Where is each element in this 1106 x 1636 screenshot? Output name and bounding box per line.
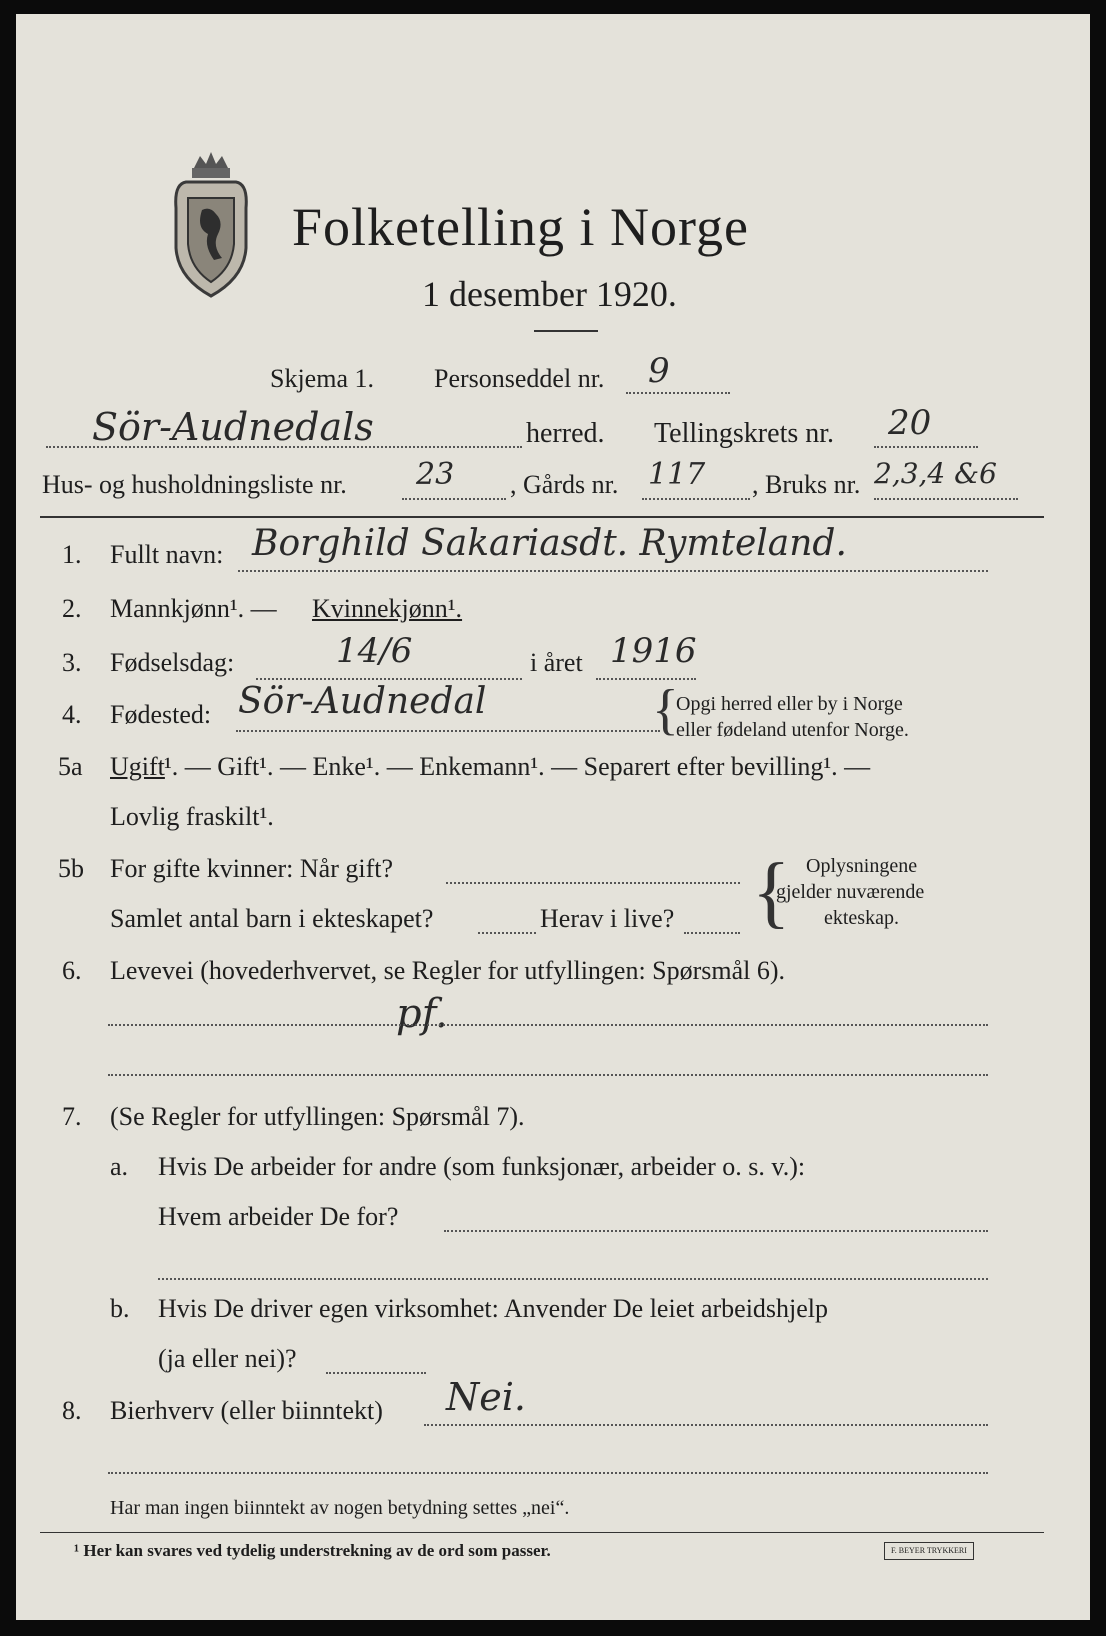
form-title: Folketelling i Norge [292,197,749,257]
birthplace-note-2: eller fødeland utenfor Norge. [676,719,909,741]
personseddel-value: 9 [648,351,670,391]
full-name-label: Fullt navn: [110,540,224,569]
birthplace-note-1: Opgi herred eller by i Norge [676,693,903,715]
herred-value: Sör-Audnedals [92,405,374,449]
hired-help-label: (ja eller nei)? [158,1344,297,1373]
birthplace-label: Fødested: [110,700,212,729]
side-income-value: Nei. [446,1375,526,1419]
marriage-note-1: Oplysningene [806,855,918,877]
coat-of-arms-icon [166,148,256,300]
sex-female-option: Kvinnekjønn¹. [312,594,463,623]
footer-divider [40,1532,1044,1533]
occupation-label: Levevei (hovederhvervet, se Regler for utfyllingen: Spørsmål 6). [110,956,786,985]
birthdate-label: Fødselsdag: [110,648,235,677]
work-rules-label: (Se Regler for utfyllingen: Spørsmål 7). [110,1102,525,1131]
employer-label: Hvem arbeider De for? [158,1202,399,1231]
personseddel-label: Personseddel nr. [434,364,605,393]
gards-label: , Gårds nr. [510,470,619,499]
gards-value: 117 [648,457,706,492]
tellingskrets-value: 20 [888,403,932,443]
bruks-label: , Bruks nr. [752,470,861,499]
footnote: ¹ Her kan svares ved tydelig understrekning av de ord som passer. [74,1541,551,1560]
side-income-note: Har man ingen biinntekt av nogen betydning settes „nei“. [110,1497,570,1519]
marital-unmarried-option: Ugift [110,752,165,781]
printer-stamp: F. BEYER TRYKKERI [884,1542,974,1560]
full-name-value: Borghild Sakariasdt. Rymteland. [252,523,847,564]
children-total-label: Samlet antal barn i ekteskapet? [110,904,434,933]
employer-question: Hvis De arbeider for andre (som funksjonær, arbeider o. s. v.): [158,1152,806,1181]
married-when-label: For gifte kvinner: Når gift? [110,854,394,883]
marriage-note-2: gjelder nuværende [776,881,925,903]
skjema-label: Skjema 1. [270,364,374,393]
title-divider [534,330,598,332]
birthplace-value: Sör-Audnedal [238,681,487,722]
marital-divorced-option: Lovlig fraskilt¹. [110,802,274,831]
side-income-label: Bierhverv (eller biinntekt) [110,1396,383,1425]
birth-year-label: i året [530,648,583,677]
children-alive-label: Herav i live? [540,904,675,933]
self-employed-question: Hvis De driver egen virksomhet: Anvender De leiet arbeidshjelp [158,1294,829,1323]
marital-options: ¹. — Gift¹. — Enke¹. — Enkemann¹. — Separert efter bevilling¹. — [164,752,871,781]
birth-year-value: 1916 [610,631,697,671]
census-form: Folketelling i Norge 1 desember 1920. Skjema 1. Personseddel nr. 9 Sör-Audnedals herred. Tellingskrets nr. 20 Hus- og husholdningsliste nr. 23 , Gårds nr. 117 , Bruks nr. 2,3,4 &6 1. Fullt navn: Borghild Sakariasdt. Rymteland. 2. Mannkjønn¹. — Kvinnekjønn¹. 3. Fødselsdag: 14/6 i året 1916 4. Fødested: Sör-Audnedal { Opgi herred eller by i Norge eller fødeland utenfor Norge. 5a Ugift ¹. — Gift¹. — Enke¹. — Enkemann¹. — Separert efter bevilling¹. — Lovlig fraskilt¹. 5b For gifte kvinner: Når gift? Samlet antal barn i ekteskapet? Herav i live? { Oplysningene gjelder nuværende ekteskap. 6. Levevei (hovederhvervet, se Regler for utfyllingen: Spørsmål 6). pf. 7. (Se Regler for utfyllingen: Spørsmål 7). a. Hvis De arbeider for andre (som funksjonær, arbeider o. s. v.): Hvem arbeider De for? b. Hvis De driver egen virksomhet: Anvender De leiet arbeidshjelp (ja eller nei)? 8. Bierhverv (eller biinntekt) Nei. Har man ingen biinntekt av nogen betydning settes „nei“. ¹ Her kan svares ved tydelig understrekning av de ord som passer. F. BEYER TRYKKERI [16,14,1090,1620]
hus-label: Hus- og husholdningsliste nr. [42,470,347,499]
census-date: 1 desember 1920. [422,274,677,314]
occupation-value: pf. [396,991,448,1037]
sex-male-option: Mannkjønn¹. — [110,594,277,623]
bruks-value: 2,3,4 &6 [874,457,997,490]
birthdate-value: 14/6 [336,631,413,671]
header-divider [40,516,1044,518]
herred-label: herred. [526,418,605,449]
marriage-note-3: ekteskap. [824,907,899,929]
tellingskrets-label: Tellingskrets nr. [654,418,835,449]
hus-value: 23 [416,457,455,492]
